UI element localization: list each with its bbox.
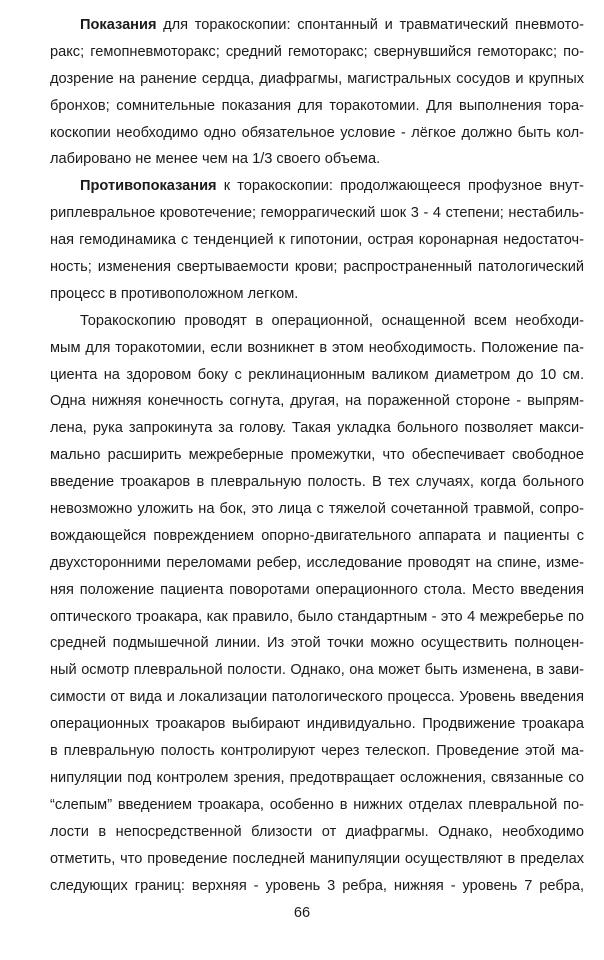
paragraph-procedure [50, 308, 584, 900]
text-line: симости от вида и локализации патологического процесса. Уровень введения [50, 689, 584, 706]
text-line: дозрение на ранение сердца, диафрагмы, магистральных сосудов и крупных [50, 70, 584, 87]
text-line: ракс; гемопневмоторакс; средний гемоторакс; свернувшийся гемоторакс; по- [50, 43, 584, 60]
text-line: Торакоскопию проводят в операционной, оснащенной всем необходи- [80, 312, 584, 329]
text-line: ность; изменения свертываемости крови; распространенный патологический [50, 259, 584, 276]
text-line: введение троакаров в плевральную полость. В тех случаях, когда больного [50, 474, 584, 491]
text-line: невозможно уложить на бок, это лица с тяжелой сочетанной травмой, сопро- [50, 501, 584, 518]
text-line: процесс в противоположном легком. [50, 285, 299, 302]
text-line: коскопии необходимо одно обязательное условие - лёгкое должно быть кол- [50, 124, 584, 141]
text-line: Одна нижняя конечность согнута, другая, на пораженной стороне - выпрям- [50, 393, 584, 410]
text-line: средней подмышечной линии. Из этой точки можно осуществить полноцен- [50, 635, 584, 652]
keyword-contraindications: Противопоказания [80, 178, 217, 195]
text-line: ный осмотр плевральной полости. Однако, она может быть изменена, в зави- [50, 662, 584, 679]
text-line: лена, рука запрокинута за голову. Такая укладка больного позволяет макси- [50, 420, 584, 437]
text-line: следующих границ: верхняя - уровень 3 ребра, нижняя - уровень 7 ребра, [50, 877, 584, 894]
text-line: нипуляции под контролем зрения, предотвращает осложнения, связанные со [50, 769, 584, 786]
text-line: в плевральную полость контролируют через телескоп. Проведение этой ма- [50, 743, 584, 760]
text-line: Показания для торакоскопии: спонтанный и травматический пневмото- [80, 17, 584, 33]
body-text [50, 12, 584, 899]
page-number: 66 [293, 905, 311, 921]
text-line: циента на здоровом боку с реклинационным валиком диаметром до 10 см. [50, 366, 584, 383]
text-line: лабировано не менее чем на 1/3 своего объема. [50, 151, 381, 168]
paragraph-indications [50, 12, 584, 173]
text-line: бронхов; сомнительные показания для торакотомии. Для выполнения тора- [50, 97, 584, 114]
text-line: няя положение пациента поворотами операционного стола. Место введения [50, 581, 584, 598]
text-line: вождающейся повреждением опорно-двигательного аппарата и пациенты с [50, 527, 584, 544]
text-line: мым для торакотомии, если возникнет в этом необходимость. Положение па- [50, 339, 584, 356]
text-line: операционных троакаров выбирают индивидуально. Продвижение троакара [50, 716, 584, 733]
text-line: ная гемодинамика с тенденцией к гипотонии, острая коронарная недостаточ- [50, 232, 584, 249]
text-line: отметить, что проведение последней манипуляции осуществляют в пределах [50, 850, 584, 867]
text-line: риплевральное кровотечение; геморрагический шок 3 - 4 степени; нестабиль- [50, 205, 584, 222]
text-line: мально расширить межреберные промежутки, что обеспечивает свободное [50, 447, 584, 464]
text-line: лости в непосредственной близости от диафрагмы. Однако, необходимо [50, 823, 584, 840]
text-line: Противопоказания к торакоскопии: продолжающееся профузное внут- [80, 178, 584, 195]
keyword-indications: Показания [80, 17, 157, 33]
text-line: оптического троакара, как правило, было стандартным - это 4 межреберье по [50, 608, 584, 625]
text-line: двухсторонними переломами ребер, исследование проводят на спине, изме- [50, 554, 584, 571]
text-line: “слепым” введением троакара, особенно в нижних отделах плевральной по- [50, 796, 584, 813]
paragraph-contraindications [50, 173, 584, 307]
